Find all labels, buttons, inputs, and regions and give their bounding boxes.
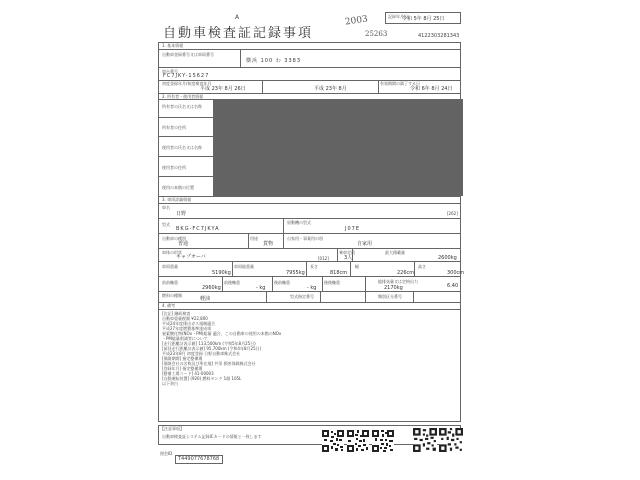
body-code: [012] — [318, 256, 329, 261]
rear-front-axle-value: - kg — [307, 285, 317, 291]
issue-date-value: 令和 5年 8月 25日 — [402, 16, 445, 22]
gross-label: 車両総重量 — [234, 264, 254, 269]
body-value: キャブオーバ — [176, 254, 206, 260]
section-4-header: 4. 備考 — [162, 303, 176, 308]
first-reg-value: 平成 23年 8月 26日 — [200, 86, 246, 92]
remark-line: [自動運転装置] (920) 燃料タンク 1個 105L — [162, 376, 242, 381]
document-serial: 4122303281343 — [418, 33, 460, 39]
displacement-label: 総排気量又は定格出力 — [378, 279, 418, 284]
maker-code: [262] — [447, 211, 458, 216]
fuel-label: 燃料の種類 — [162, 293, 182, 298]
remark-line: [保険期間] 指定整備場 — [162, 356, 203, 361]
weight-value: 5190kg — [212, 270, 231, 276]
user-address-label: 使用者の住所 — [162, 165, 186, 170]
section-2-header: 2. 所有者・使用者情報 — [162, 94, 204, 99]
remark-line: [走行距離計表示値] 113,500km (令和5年8月25日) — [162, 341, 256, 346]
rear-front-axle-label: 後前軸重 — [274, 280, 290, 285]
width-label: 幅 — [355, 264, 359, 269]
vin-value: FC7JKY-15627 — [163, 73, 210, 79]
width-value: 226cm — [397, 270, 415, 276]
kind-value: 普通 — [178, 241, 189, 247]
purpose-label: 自家用・事業用の別 — [287, 236, 323, 241]
displacement-value: 2170kg — [384, 285, 403, 291]
remark-line: 平成23年8月 初度登録 日野自動車株式会社 — [162, 351, 241, 356]
notice-text: 自動車検査証システム記録ICカードの情報と一致します — [162, 434, 262, 439]
maker-label: 車名 — [162, 205, 170, 210]
redacted-owner-info — [213, 99, 463, 196]
qr-code-1 — [322, 430, 344, 452]
model-label: 型式 — [162, 222, 170, 227]
class-label: 類別区分番号 — [378, 294, 402, 299]
kw-value: 6.40 — [447, 283, 459, 289]
expiry-label: 有効期間の満了する日 — [380, 81, 420, 86]
remarks-block — [162, 311, 281, 386]
reg-number-label: 自動車登録番号又は車両番号 — [162, 52, 214, 57]
remark-line: 平成27年度燃費基準達成車 — [162, 326, 212, 331]
reg-date-value: 平成 23年 8月 — [314, 86, 347, 92]
max-load-label: 最大積載量 — [385, 250, 405, 255]
weight-label: 車両重量 — [162, 264, 178, 269]
user-name-label: 使用者の氏名又は名称 — [162, 145, 202, 150]
remark-line: ・PM総量削減等について — [162, 336, 208, 341]
marker-letter: A — [235, 14, 240, 21]
front-front-axle-value: 2960kg — [202, 285, 221, 291]
model-value: BKG-FC7JKYA — [176, 226, 220, 232]
remark-line: 平成24年度排出ガス規制適合 — [162, 321, 216, 326]
document-title: 自動車検査証記録事項 — [163, 26, 314, 41]
front-rear-axle-label: 前後軸重 — [224, 280, 240, 285]
front-rear-axle-value: - kg — [256, 285, 266, 291]
section-3-header: 3. 車両詳細情報 — [162, 197, 192, 202]
qr-code-2 — [347, 430, 369, 452]
height-label: 高さ — [418, 264, 426, 269]
remark-line: 以下余白 — [162, 381, 178, 386]
engine-value: J07E — [345, 226, 360, 232]
handwritten-note: 2003 — [344, 14, 369, 28]
issue-date-label: 記録年月日 — [388, 14, 408, 19]
reg-number-value: 横浜 100 わ 3383 — [246, 58, 302, 64]
handwritten-note-2: 25263 — [365, 30, 388, 38]
kind-label: 自動車の種別 — [162, 236, 186, 241]
vin-label: 車台番号 — [162, 69, 178, 74]
remark-line: 自動車重量税額 ¥22,800 — [162, 316, 208, 321]
first-reg-label: 初度登録年月/初度検査年月 — [162, 81, 212, 86]
designation-label: 型式指定番号 — [290, 294, 314, 299]
body-label: 車体の形状 — [162, 250, 182, 255]
purpose-value: 自家用 — [357, 241, 373, 247]
remark-line: 窒素酸化物(NOx・PM)総量 適合、この自動車の使用の本拠のNOx — [162, 331, 282, 336]
capacity-value: 3人 — [344, 255, 353, 261]
use-value: 貨物 — [263, 241, 274, 247]
expiry-value: 令和 6年 8月 24日 — [410, 86, 453, 92]
qr-code-5 — [439, 428, 463, 452]
rear-rear-axle-label: 後後軸重 — [324, 280, 340, 285]
base-location-label: 使用の本拠の位置 — [162, 185, 194, 190]
remark-line: [保険会社の名称及び所在地] 共栄 損害保険株式会社 — [162, 361, 256, 366]
remark-line: [注記] 継続検査 — [162, 311, 191, 316]
qr-code-4 — [413, 428, 437, 452]
length-label: 長さ — [310, 264, 318, 269]
owner-address-label: 所有者の住所 — [162, 125, 186, 130]
use-label: 用途 — [250, 236, 258, 241]
maker-value: 日野 — [176, 211, 187, 217]
front-front-axle-label: 前前軸重 — [162, 280, 178, 285]
owner-name-label: 所有者の氏名又は名称 — [162, 104, 202, 109]
qr-code-3 — [372, 430, 394, 452]
remark-line: [整備工場コード] 41-00003 — [162, 371, 214, 376]
remark-line: [前回走行距離計表示値] 95,700km (令和4年8月25日) — [162, 346, 262, 351]
section-1-header: 1. 基本情報 — [162, 43, 184, 48]
query-id-label: 照会ID — [160, 451, 173, 456]
remark-line: [登録年月] 指定整備場 — [162, 366, 203, 371]
length-value: 818cm — [330, 270, 348, 276]
capacity-label: 乗車定員 — [339, 250, 355, 255]
query-id-value: T449077678768 — [178, 456, 220, 462]
max-load-value: 2600kg — [438, 255, 457, 261]
engine-label: 原動機の型式 — [287, 220, 311, 225]
gross-value: 7955kg — [286, 270, 305, 276]
fuel-value: 軽油 — [200, 296, 211, 302]
height-value: 300cm — [447, 270, 465, 276]
notice-header: 【注意事項】 — [160, 426, 184, 431]
